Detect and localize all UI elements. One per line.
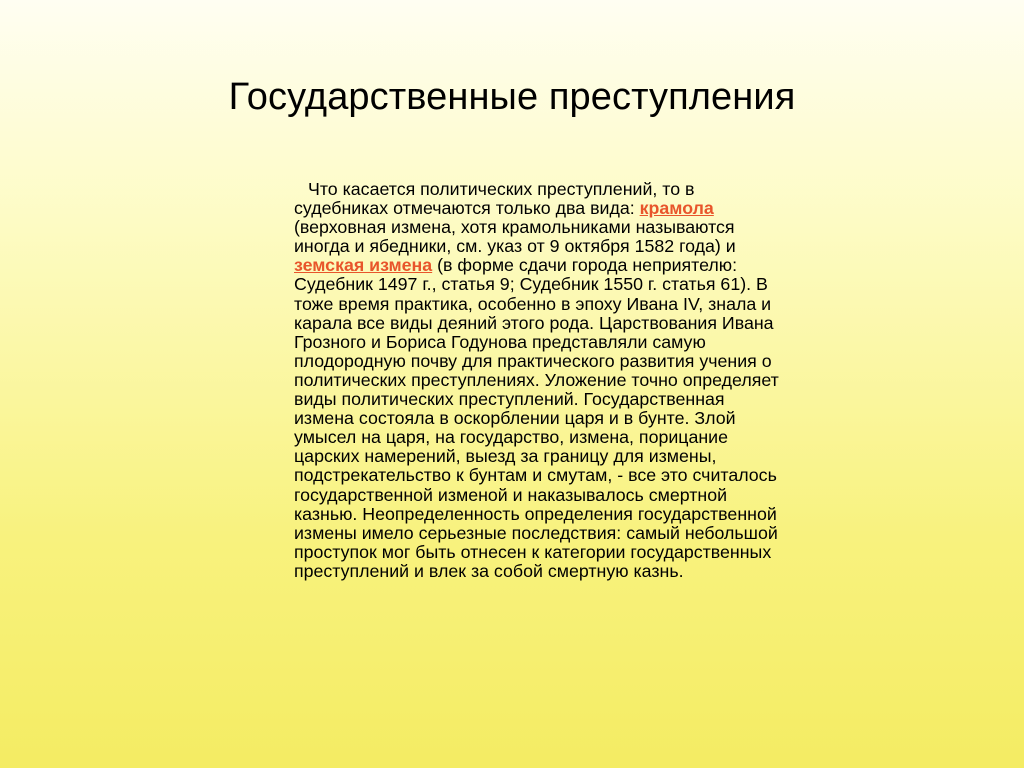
slide-title: Государственные преступления [228, 76, 796, 118]
body-text-part-3: (в форме сдачи города неприятелю: Судебник 1497 г., статья 9; Судебник 1550 г. статья 61). В тоже время практика, особенно в эпоху Ивана IV, знала и карала все виды деяний этого рода. Царствования Ивана Грозного и Бориса Годунова представляли самую плодородную почву для практического развития учения о политических преступлениях. Уложение точно определяет виды политических преступлений. Государственная измена состояла в оскорблении царя и в бунте. Злой умысел на царя, на государство, измена, порицание царских намерений, выезд за границу для измены, подстрекательство к бунтам и смутам, - все это считалось государственной изменой и наказывалось смертной казнью. Неопределенность определения государственной измены имело серьезные последствия: самый небольшой проступок мог быть отнесен к категории государственных преступлений и влек за собой смертную казнь. [294, 255, 779, 581]
body-text-part-2: (верховная измена, хотя крамольниками называются иногда и ябедники, см. указ от 9 октября 1582 года) и [294, 217, 736, 257]
slide-body-text [294, 180, 780, 581]
body-text-part-1: Что касается политических преступлений, то в судебниках отмечаются только два вида: [294, 179, 695, 219]
link-zemskaya-izmena[interactable]: земская измена [294, 255, 433, 276]
link-kramola[interactable]: крамола [639, 198, 714, 219]
